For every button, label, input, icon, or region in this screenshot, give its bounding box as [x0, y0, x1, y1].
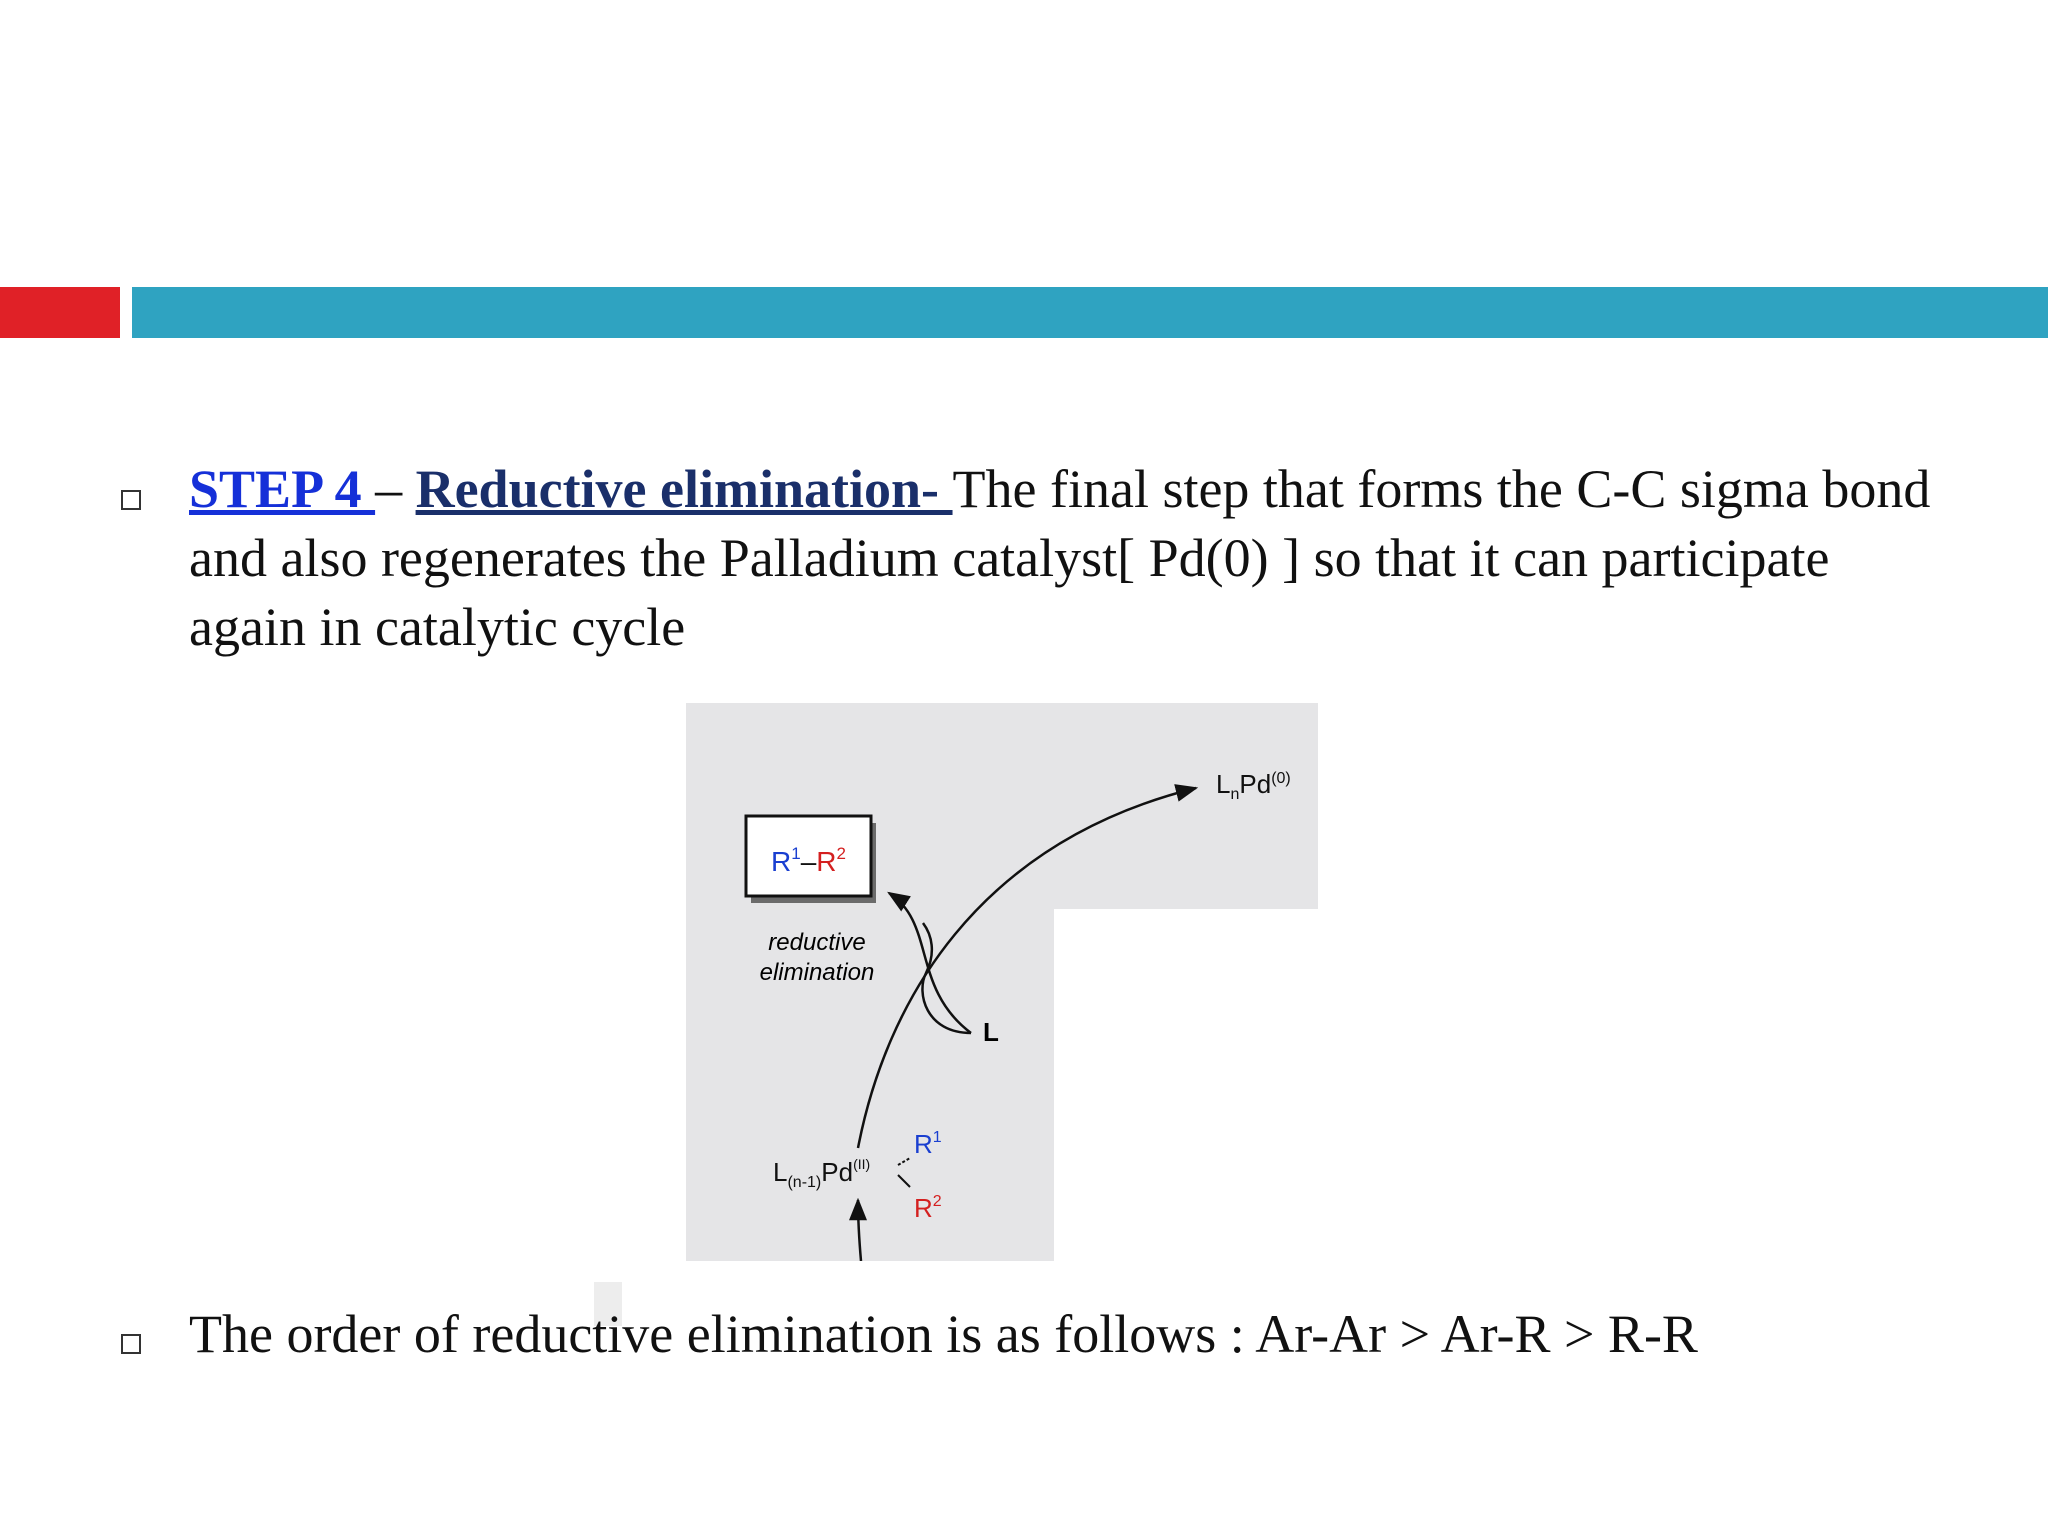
step-label: STEP 4 — [189, 459, 376, 519]
reductive-elimination-diagram — [686, 703, 1318, 1261]
square-bullet-icon — [121, 490, 141, 510]
product-formula: $R^1-R^2$ — [771, 844, 846, 877]
r1-substituent: $R^1$ — [914, 1129, 942, 1159]
step-body: The final step that forms the C-C sigma bond and also regenerates the Palladium catalyst[ Pd(0) ] so that it can participate again in catalytic cycle — [189, 459, 1931, 657]
square-bullet-icon — [121, 1334, 141, 1354]
ligand-label: L — [983, 1017, 999, 1047]
pd2-label: $L_{(n-1)}Pd^{(II)}$ — [773, 1156, 871, 1191]
order-paragraph: The order of reductive elimination is as follows : Ar-Ar > Ar-R > R-R — [189, 1304, 1698, 1364]
r2-substituent: $R^2$ — [914, 1193, 942, 1223]
step-title: Reductive elimination- — [415, 459, 953, 519]
header-accent-teal — [132, 287, 2048, 338]
step-dash: – — [375, 459, 416, 519]
pd0-label: $L_nPd^{(0)}$ — [1216, 769, 1291, 803]
label-reductive: reductive — [768, 929, 866, 956]
step-paragraph — [189, 455, 1949, 662]
header-accent-red — [0, 287, 120, 338]
label-elimination: elimination — [759, 959, 875, 986]
